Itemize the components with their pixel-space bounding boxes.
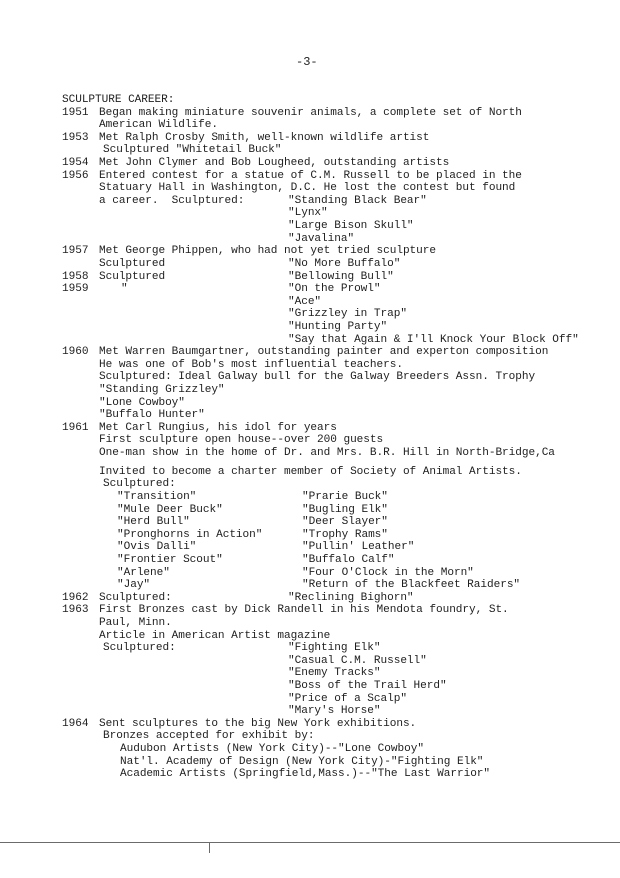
work-title: "Bellowing Bull" [288,270,394,283]
entry-1953-cont: Sculptured "Whitetail Buck" [103,144,282,157]
work-title: "Standing Grizzley" [99,384,225,397]
entry-1956-line [62,170,618,183]
entry-text: Sent sculptures to the big New York exhibitions. [99,717,417,730]
work-title: "Lone Cowboy" [99,396,185,409]
entry-text: Entered contest for a statue of C.M. Russell to be placed in the [99,169,522,182]
entry-text: Met Carl Rungius, his idol for years [99,421,337,434]
entry-1961-cont: Invited to become a charter member of Society of Animal Artists. [99,465,522,478]
sculpture-career-text [62,94,618,781]
work-title: "Mary's Horse" [288,705,381,718]
entry-1960-cont: He was one of Bob's most influential teachers. [99,358,403,371]
entry-text: Met George Phippen, who had not yet tried sculpture [99,245,436,258]
work-pair-row [62,491,618,504]
work-title: "Trophy Rams" [302,528,388,541]
entry-text: Sculptured [99,270,166,283]
entry-1956-sculptured [62,195,618,208]
work-title: "Frontier Scout" [117,553,223,566]
work-title: "Say that Again & I'll Knock Your Block Off" [288,333,579,346]
entry-text: a career. Sculptured: [99,194,245,207]
entry-text: Sculptured [99,257,166,270]
entry-text: Met John Clymer and Bob Lougheed, outstanding artists [99,157,450,170]
entry-1961-cont: One-man show in the home of Dr. and Mrs. B.R. Hill in North-Bridge,Ca [99,447,555,460]
work-title: "Pullin' Leather" [302,541,415,554]
year-label: 1964 [62,717,89,730]
entry-1963-cont: Paul, Minn. [99,616,172,629]
work-title: "Arlene" [117,566,170,579]
work-title: "No More Buffalo" [288,257,401,270]
entry-1963-sculptured [62,642,618,655]
work-title: "Large Bison Skull" [288,220,414,233]
work-title: "Lynx" [288,207,328,220]
work-title: "Javalina" [288,232,355,245]
work-pair-row [62,504,618,517]
entry-1960-cont: Sculptured: Ideal Galway bull for the Galway Breeders Assn. Trophy [99,371,536,384]
entry-1954-line [62,157,618,170]
entry-1963-cont: Article in American Artist magazine [99,629,331,642]
work-title: "Ace" [288,295,322,308]
work-title: "Transition" [117,490,197,503]
ditto-glyph: " [121,283,128,296]
work-title: "Standing Black Bear" [288,194,427,207]
year-label: 1953 [62,131,89,144]
year-label: 1954 [62,157,89,170]
section-heading: SCULPTURE CAREER: [62,94,175,106]
entry-1961-cont: First sculpture open house--over 200 guests [99,434,384,447]
work-title: "Herd Bull" [117,516,190,529]
work-title: "Pronghorns in Action" [117,528,263,541]
year-label: 1960 [62,346,89,359]
entry-1956-cont: Statuary Hall in Washington, D.C. He lost the contest but found [99,182,516,195]
entry-text: Met Warren Baumgartner, outstanding painter and experton composition [99,346,549,359]
entry-text: Met Ralph Crosby Smith, well-known wildlife artist [99,131,430,144]
entry-1959-line [62,283,618,296]
year-label: 1956 [62,169,89,182]
work-title: "Buffalo Hunter" [99,409,205,422]
work-pair-row [62,579,618,592]
year-label: 1951 [62,106,89,119]
year-label: 1959 [62,283,89,296]
exhibit-line: Audubon Artists (New York City)--"Lone Cowboy" [120,743,424,756]
entry-1953-line [62,132,618,145]
exhibit-line: Academic Artists (Springfield,Mass.)--"The Last Warrior" [120,768,491,781]
work-title: "Prarie Buck" [302,490,388,503]
work-title: "Hunting Party" [288,320,388,333]
year-label: 1958 [62,270,89,283]
exhibit-line: Nat'l. Academy of Design (New York City)-"Fighting Elk" [120,755,484,768]
entry-1958-line [62,271,618,284]
work-title: "Four O'Clock in the Morn" [302,566,474,579]
ditto-mark [99,283,288,296]
entry-1964-line [62,718,618,731]
work-title: "Mule Deer Buck" [117,503,223,516]
work-title: "Deer Slayer" [302,516,388,529]
entry-1951-cont: American Wildlife. [99,119,218,132]
year-label: 1961 [62,421,89,434]
page-number: -3- [296,55,318,69]
work-title: "Casual C.M. Russell" [288,654,427,667]
work-title: "Return of the Blackfeet Raiders" [302,579,521,592]
entry-1960-line [62,346,618,359]
work-title: "Reclining Bighorn" [288,591,414,604]
work-title: "Price of a Scalp" [288,692,407,705]
work-title: "Boss of the Trail Herd" [288,680,447,693]
entry-1961-sculptured: Sculptured: [103,478,176,491]
entry-text: Sculptured: [99,591,172,604]
entry-1957-line [62,245,618,258]
work-pair-row [62,567,618,580]
entry-1963-line [62,604,618,617]
entry-text: Began making miniature souvenir animals, a complete set of North [99,106,522,119]
work-title: "Jay" [117,579,151,592]
work-title: "On the Prowl" [288,283,381,296]
year-label: 1962 [62,591,89,604]
work-title: "Ovis Dalli" [117,541,197,554]
entry-1961-line [62,422,618,435]
work-pair-row [62,516,618,529]
work-title: "Fighting Elk" [288,642,381,655]
work-title: "Grizzley in Trap" [288,308,407,321]
entry-1957-sculptured [62,258,618,271]
page-edge-line [0,842,620,843]
work-pair-row [62,529,618,542]
entry-1964-cont: Bronzes accepted for exhibit by: [103,730,315,743]
entry-1962-line [62,592,618,605]
year-label: 1957 [62,245,89,258]
work-pair-row [62,554,618,567]
entry-text: First Bronzes cast by Dick Randell in his Mendota foundry, St. [99,604,509,617]
work-title: "Bugling Elk" [302,503,388,516]
page-edge-tick [209,843,210,853]
work-pair-row [62,541,618,554]
entry-1951-line [62,107,618,120]
work-title: "Buffalo Calf" [302,553,395,566]
year-label: 1963 [62,604,89,617]
entry-text: Sculptured: [103,642,176,655]
work-title: "Enemy Tracks" [288,667,381,680]
